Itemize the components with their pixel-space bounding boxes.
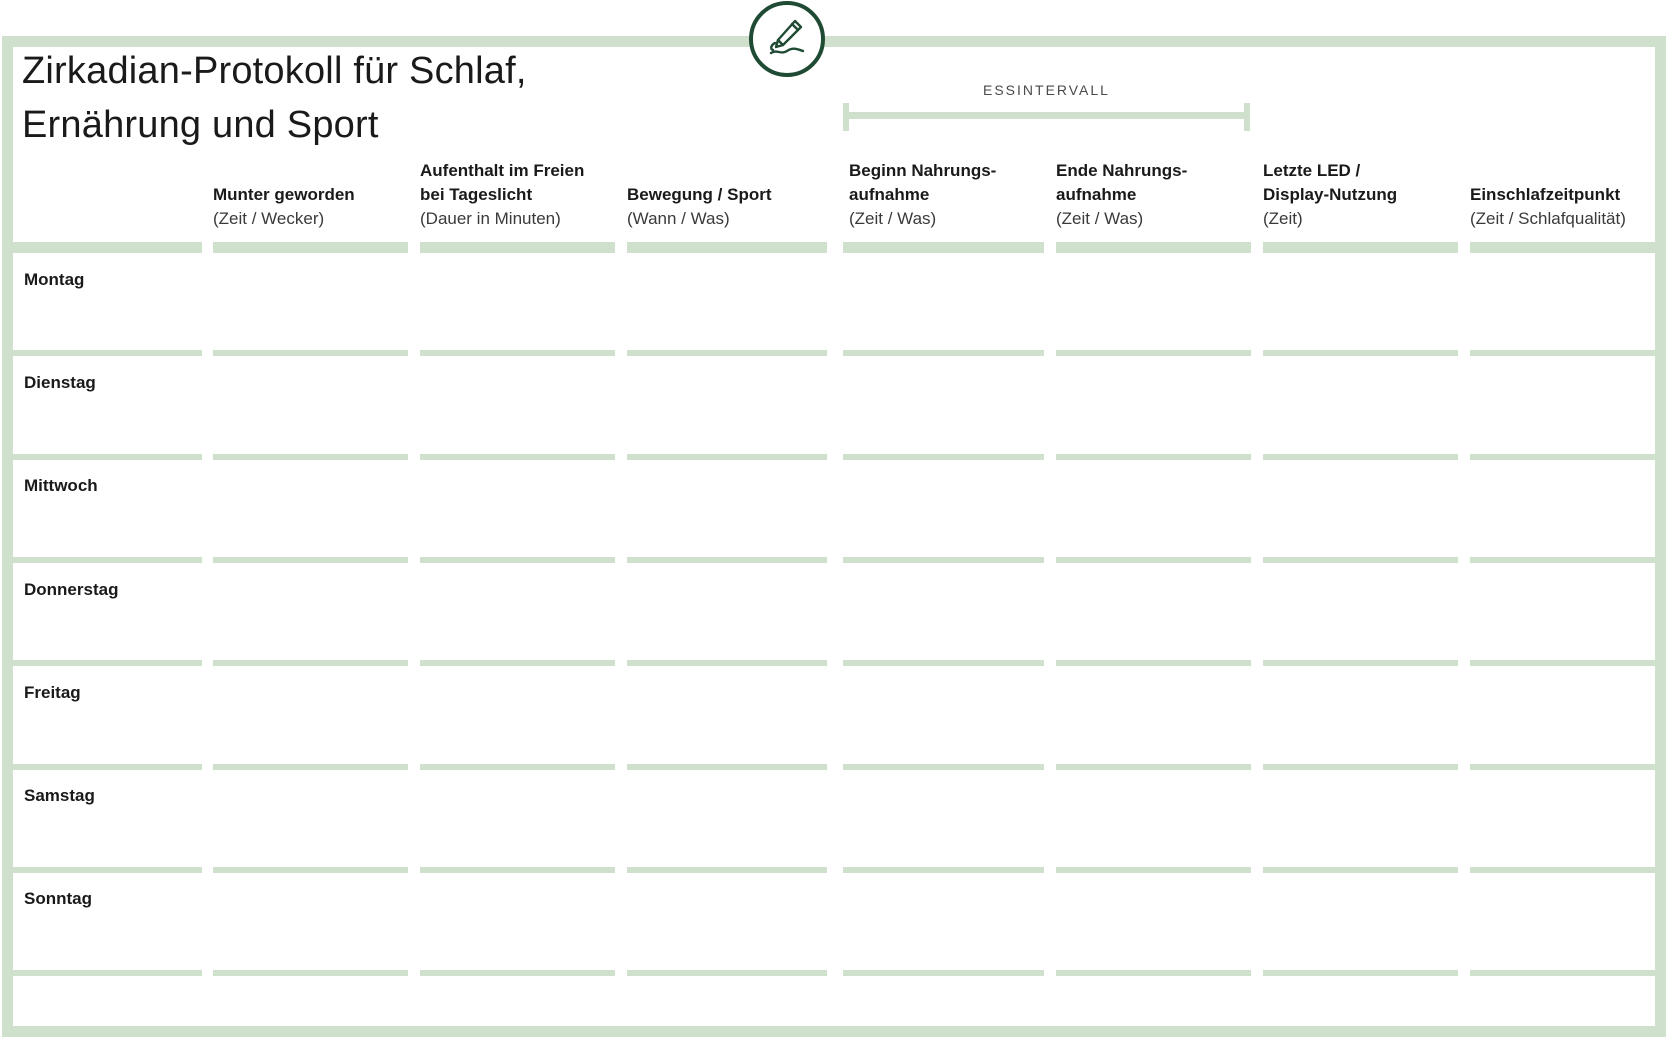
day-label-samstag: Samstag (24, 786, 95, 805)
row-separator-rule (213, 970, 408, 976)
row-separator-rule (13, 660, 202, 666)
row-separator-rule (420, 764, 615, 770)
row-separator-rule (843, 350, 1044, 356)
row-separator-rule (1263, 660, 1458, 666)
header-rule (627, 242, 827, 253)
row-separator-rule (843, 867, 1044, 873)
entry-cell[interactable] (627, 563, 827, 660)
column-header-subtitle: (Zeit / Was) (849, 209, 937, 228)
day-label-sonntag: Sonntag (24, 889, 92, 908)
entry-cell[interactable] (627, 253, 827, 350)
entry-cell[interactable] (627, 460, 827, 557)
row-separator-rule (13, 557, 202, 563)
row-separator-rule (1056, 867, 1251, 873)
entry-cell[interactable] (843, 253, 1044, 350)
entry-cell[interactable] (843, 770, 1044, 867)
row-separator-rule (1263, 454, 1458, 460)
entry-cell[interactable] (420, 356, 615, 453)
entry-cell[interactable] (1056, 563, 1251, 660)
row-separator-rule (843, 557, 1044, 563)
row-separator-rule (1263, 970, 1458, 976)
column-header-subtitle: (Wann / Was) (627, 209, 730, 228)
row-separator-rule (13, 454, 202, 460)
row-separator-rule (1056, 557, 1251, 563)
row-separator-rule (1056, 454, 1251, 460)
entry-cell[interactable] (843, 666, 1044, 763)
row-separator-rule (843, 764, 1044, 770)
entry-cell[interactable] (1263, 666, 1458, 763)
column-header-title: Bewegung / Sport (627, 185, 772, 204)
column-header-title: Ende Nahrungs- aufnahme (1056, 161, 1188, 204)
entry-cell[interactable] (213, 666, 408, 763)
column-header-title: Letzte LED / Display-Nutzung (1263, 161, 1398, 204)
entry-cell[interactable] (1056, 770, 1251, 867)
column-header-subtitle: (Zeit / Was) (1056, 209, 1144, 228)
entry-cell[interactable] (1056, 460, 1251, 557)
row-separator-rule (1263, 557, 1458, 563)
entry-cell[interactable] (1056, 666, 1251, 763)
column-header-title: Munter geworden (213, 185, 355, 204)
column-header-subtitle: (Zeit / Schlafqualität) (1470, 209, 1626, 228)
row-separator-rule (1470, 970, 1657, 976)
column-header-title: Einschlafzeitpunkt (1470, 185, 1621, 204)
row-separator-rule (13, 764, 202, 770)
row-separator-rule (13, 867, 202, 873)
column-header-munter (213, 155, 408, 231)
pen-writing-icon (749, 1, 825, 77)
entry-cell[interactable] (1263, 563, 1458, 660)
header-rule (1263, 242, 1458, 253)
day-label-mittwoch: Mittwoch (24, 476, 98, 495)
row-separator-rule (213, 454, 408, 460)
row-separator-rule (627, 454, 827, 460)
row-separator-rule (1470, 764, 1657, 770)
row-separator-rule (627, 660, 827, 666)
eating-interval-label: ESSINTERVALL (983, 82, 1110, 98)
row-separator-rule (1056, 970, 1251, 976)
entry-cell[interactable] (627, 356, 827, 453)
row-separator-rule (1263, 867, 1458, 873)
header-rule (213, 242, 408, 253)
row-separator-rule (843, 970, 1044, 976)
entry-cell[interactable] (1470, 770, 1657, 867)
row-separator-rule (420, 660, 615, 666)
row-separator-rule (420, 557, 615, 563)
entry-cell[interactable] (213, 873, 408, 970)
entry-cell[interactable] (843, 563, 1044, 660)
entry-cell[interactable] (1470, 253, 1657, 350)
entry-cell[interactable] (1056, 356, 1251, 453)
row-separator-rule (1263, 350, 1458, 356)
entry-cell[interactable] (1470, 460, 1657, 557)
entry-cell[interactable] (1056, 873, 1251, 970)
day-label-montag: Montag (24, 270, 85, 289)
entry-cell[interactable] (420, 770, 615, 867)
row-separator-rule (13, 350, 202, 356)
column-header-aufenthalt (420, 155, 615, 231)
entry-cell[interactable] (420, 460, 615, 557)
row-separator-rule (1470, 867, 1657, 873)
header-rule (420, 242, 615, 253)
entry-cell[interactable] (213, 563, 408, 660)
day-label-dienstag: Dienstag (24, 373, 96, 392)
page-title-line-1: Zirkadian-Protokoll für Schlaf, (22, 50, 527, 92)
column-header-subtitle: (Zeit / Wecker) (213, 209, 325, 228)
column-header-letzte-led (1263, 155, 1458, 231)
column-header-beginn-nahrung (849, 155, 1044, 231)
column-header-bewegung (627, 155, 827, 231)
column-header-title: Aufenthalt im Freien bei Tageslicht (420, 161, 585, 204)
row-separator-rule (213, 350, 408, 356)
row-separator-rule (1470, 350, 1657, 356)
day-label-freitag: Freitag (24, 683, 81, 702)
row-separator-rule (1263, 764, 1458, 770)
header-rule (843, 242, 1044, 253)
row-separator-rule (420, 970, 615, 976)
entry-cell[interactable] (843, 873, 1044, 970)
entry-cell[interactable] (843, 356, 1044, 453)
entry-cell[interactable] (420, 253, 615, 350)
row-separator-rule (627, 867, 827, 873)
entry-cell[interactable] (1263, 356, 1458, 453)
header-rule (1470, 242, 1657, 253)
entry-cell[interactable] (213, 460, 408, 557)
day-label-donnerstag: Donnerstag (24, 580, 119, 599)
row-separator-rule (1056, 660, 1251, 666)
row-separator-rule (627, 557, 827, 563)
entry-cell[interactable] (1263, 460, 1458, 557)
row-separator-rule (1056, 764, 1251, 770)
row-separator-rule (627, 764, 827, 770)
entry-cell[interactable] (213, 770, 408, 867)
column-header-einschlaf (1470, 155, 1655, 231)
row-separator-rule (213, 867, 408, 873)
row-separator-rule (1470, 454, 1657, 460)
row-separator-rule (420, 867, 615, 873)
entry-cell[interactable] (627, 873, 827, 970)
entry-cell[interactable] (420, 873, 615, 970)
row-separator-rule (13, 970, 202, 976)
entry-cell[interactable] (1263, 770, 1458, 867)
entry-cell[interactable] (843, 460, 1044, 557)
row-separator-rule (843, 660, 1044, 666)
column-header-ende-nahrung (1056, 155, 1251, 231)
entry-cell[interactable] (420, 563, 615, 660)
row-separator-rule (213, 764, 408, 770)
column-header-title: Beginn Nahrungs- aufnahme (849, 161, 997, 204)
row-separator-rule (420, 350, 615, 356)
entry-cell[interactable] (627, 770, 827, 867)
row-separator-rule (1056, 350, 1251, 356)
row-separator-rule (627, 970, 827, 976)
entry-cell[interactable] (1263, 253, 1458, 350)
entry-cell[interactable] (1470, 356, 1657, 453)
entry-cell[interactable] (1470, 666, 1657, 763)
entry-cell[interactable] (1470, 563, 1657, 660)
header-rule (1056, 242, 1251, 253)
row-separator-rule (1470, 660, 1657, 666)
row-separator-rule (627, 350, 827, 356)
row-separator-rule (1470, 557, 1657, 563)
row-separator-rule (213, 660, 408, 666)
entry-cell[interactable] (1263, 873, 1458, 970)
column-header-subtitle: (Zeit) (1263, 209, 1303, 228)
eating-interval-bracket (843, 103, 1250, 131)
entry-cell[interactable] (1470, 873, 1657, 970)
page-title-line-2: Ernährung und Sport (22, 104, 379, 146)
page-title (22, 44, 527, 152)
entry-cell[interactable] (1056, 253, 1251, 350)
entry-cell[interactable] (420, 666, 615, 763)
entry-cell[interactable] (213, 356, 408, 453)
row-separator-rule (213, 557, 408, 563)
row-separator-rule (843, 454, 1044, 460)
entry-cell[interactable] (213, 253, 408, 350)
column-header-subtitle: (Dauer in Minuten) (420, 209, 561, 228)
entry-cell[interactable] (627, 666, 827, 763)
header-rule (13, 242, 202, 253)
row-separator-rule (420, 454, 615, 460)
